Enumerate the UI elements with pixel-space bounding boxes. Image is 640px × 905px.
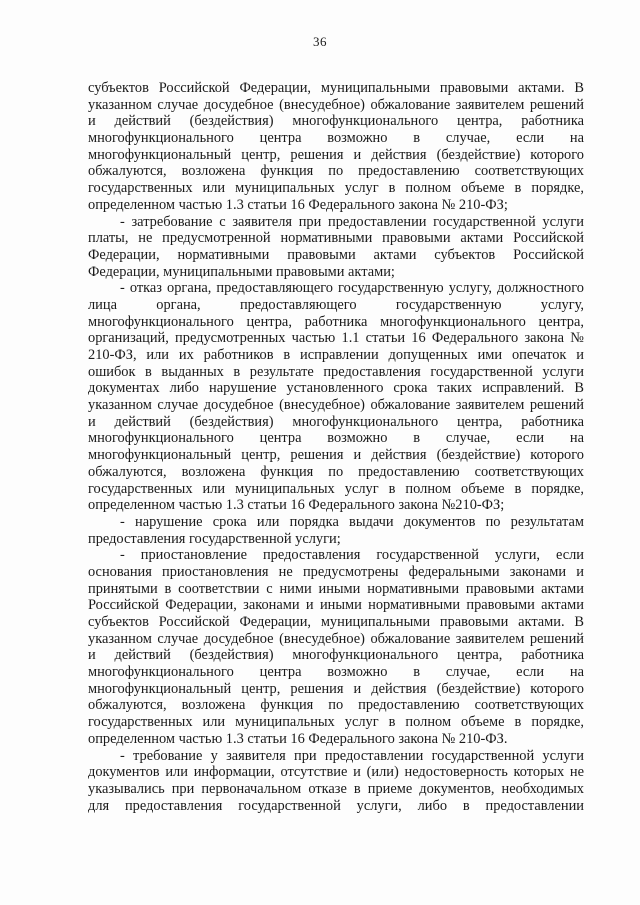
text-line: основания приостановления не предусмотрены федеральными законами и (88, 563, 584, 580)
text-line: многофункциональный центр, решения и действия (бездействие) которого (88, 146, 584, 163)
text-line: государственных или муниципальных услуг в полном объеме в порядке, (88, 480, 584, 497)
text-line: субъектов Российской Федерации, муниципальными правовыми актами. В (88, 614, 584, 630)
text-line: многофункционального центра возможно в случае, если на (88, 430, 584, 447)
text-line: определенном частью 1.3 статьи 16 Федерального закона № 210-ФЗ. (88, 730, 508, 747)
text-line: предоставления государственной услуги; (88, 530, 341, 547)
text-line: многофункционального центра, работника многофункционального центра, (88, 313, 584, 330)
text-line: указанном случае досудебное (внесудебное) обжалование заявителем решений (88, 630, 584, 647)
text-line: многофункциональный центр, решения и действия (бездействие) которого (88, 680, 584, 697)
text-line: обжалуются, возложена функция по предоставлению соответствующих (88, 163, 584, 180)
text-line: 210-ФЗ, или их работников в исправлении допущенных ими опечаток и (88, 347, 584, 363)
text-line: субъектов Российской Федерации, муниципальными правовыми актами. В (88, 80, 584, 96)
text-line: обжалуются, возложена функция по предоставлению соответствующих (88, 463, 584, 480)
text-line: ошибок в выданных в результате предоставления государственной услуги (88, 363, 584, 380)
text-line: лица органа, предоставляющего государственную услугу, (88, 296, 584, 313)
text-line: и действий (бездействия) многофункционального центра, работника (88, 413, 584, 430)
text-line: - требование у заявителя при предоставлении государственной услуги (120, 747, 584, 764)
text-line: многофункционального центра возможно в случае, если на (88, 664, 584, 681)
text-line: Федерации, нормативными правовыми актами субъектов Российской (88, 246, 584, 263)
text-line: - приостановление предоставления государственной услуги, если (120, 547, 584, 564)
text-line: Российской Федерации, законами и иными нормативными правовыми актами (88, 597, 584, 614)
text-line: указанном случае досудебное (внесудебное) обжалование заявителем решений (88, 397, 584, 414)
text-line: многофункционального центра возможно в случае, если на (88, 130, 584, 147)
text-line: указывались при первоначальном отказе в приеме документов, необходимых (88, 780, 584, 797)
page-number: 36 (313, 34, 327, 49)
text-line: государственных или муниципальных услуг в полном объеме в порядке, (88, 180, 584, 197)
text-line: документов или информации, отсутствие и (или) недостоверность которых не (88, 764, 584, 781)
text-line: - затребование с заявителя при предоставлении государственной услуги (120, 213, 584, 230)
text-line: - нарушение срока или порядка выдачи документов по результатам (120, 513, 584, 530)
text-line: для предоставления государственной услуги, либо в предоставлении (88, 797, 584, 814)
text-line: организаций, предусмотренных частью 1.1 статьи 16 Федерального закона № (88, 330, 584, 347)
text-line: принятыми в соответствии с ними иными нормативными правовыми актами (88, 580, 584, 597)
text-line: многофункциональный центр, решения и действия (бездействие) которого (88, 447, 584, 464)
text-line: указанном случае досудебное (внесудебное) обжалование заявителем решений (88, 96, 584, 113)
text-line: документах либо нарушение установленного срока таких исправлений. В (88, 380, 584, 397)
body-text (88, 80, 584, 814)
text-line: государственных или муниципальных услуг в полном объеме в порядке, (88, 714, 584, 731)
text-line: - отказ органа, предоставляющего государственную услугу, должностного (120, 280, 584, 297)
text-line: и действий (бездействия) многофункционального центра, работника (88, 113, 584, 130)
text-line: обжалуются, возложена функция по предоставлению соответствующих (88, 697, 584, 714)
text-line: Федерации, муниципальными правовыми актами; (88, 263, 395, 280)
text-line: определенном частью 1.3 статьи 16 Федерального закона №210-ФЗ; (88, 497, 505, 514)
text-line: и действий (бездействия) многофункционального центра, работника (88, 647, 584, 664)
text-line: определенном частью 1.3 статьи 16 Федерального закона № 210-ФЗ; (88, 196, 508, 213)
text-line: платы, не предусмотренной нормативными правовыми актами Российской (88, 230, 584, 247)
